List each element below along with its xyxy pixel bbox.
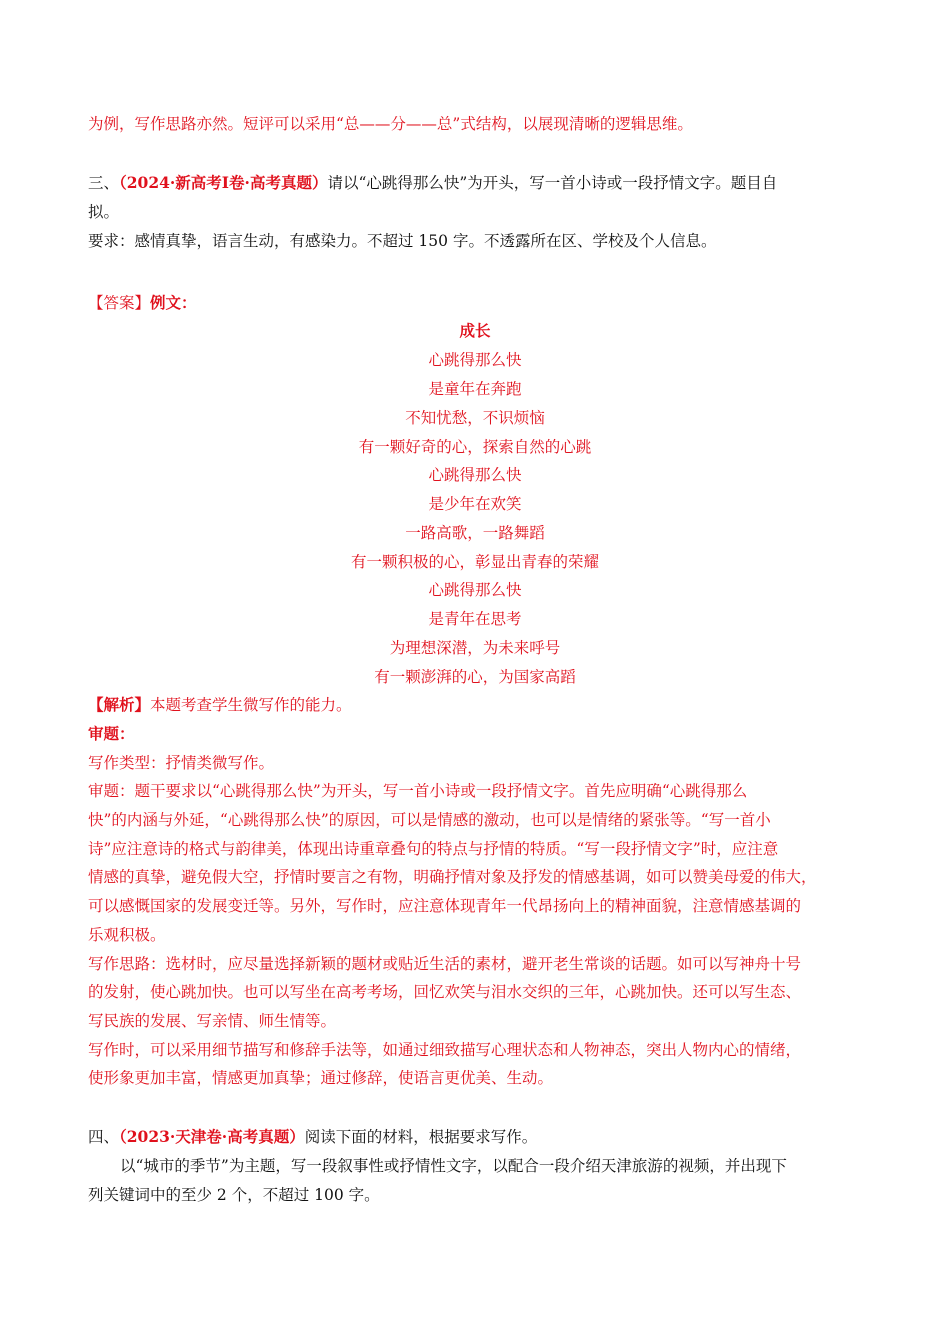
poem-line: 一路高歌，一路舞蹈 <box>405 524 545 542</box>
analysis-line: 诗”应注意诗的格式与韵律美，体现出诗重章叠句的特点与抒情的特质。“写一段抒情文字”时，应注意 <box>88 840 779 858</box>
q4-heading <box>88 1127 868 1147</box>
answer-label: 例文： <box>150 293 197 312</box>
poem-line: 心跳得那么快 <box>428 351 522 369</box>
analysis-line: 乐观积极。 <box>88 926 166 944</box>
poem-line: 是青年在思考 <box>428 610 522 628</box>
answer-heading <box>88 293 868 313</box>
analysis-line: 写作思路：选材时，应尽量选择新颖的题材或贴近生活的素材，避开老生常谈的话题。如可以写神舟十号 <box>88 955 802 973</box>
shenti-heading: 审题： <box>88 724 135 743</box>
analysis-heading <box>88 695 868 715</box>
q4-body-line2: 列关键词中的至少 2 个，不超过 100 字。 <box>88 1186 380 1204</box>
poem-line: 为理想深潜，为未来呼号 <box>389 639 561 657</box>
analysis-line: 审题：题干要求以“心跳得那么快”为开头，写一首小诗或一段抒情文字。首先应明确“心跳得那么 <box>88 782 748 800</box>
q3-heading <box>88 173 868 193</box>
poem-line: 是少年在欢笑 <box>428 495 522 513</box>
poem-line: 有一颗积极的心，彰显出青春的荣耀 <box>350 553 599 571</box>
poem-line: 心跳得那么快 <box>428 581 522 599</box>
analysis-line: 可以感慨国家的发展变迁等。另外，写作时，应注意体现青年一代昂扬向上的精神面貌，注意情感基调的 <box>88 897 802 915</box>
analysis-line: 情感的真挚，避免假大空，抒情时要言之有物，明确抒情对象及抒发的情感基调，如可以赞美母爱的伟大， <box>88 868 817 886</box>
q4-source: （2023·天津卷·高考真题） <box>119 1127 305 1146</box>
q4-prompt: 阅读下面的材料，根据要求写作。 <box>304 1128 538 1146</box>
analysis-line: 写作类型：抒情类微写作。 <box>88 754 275 772</box>
analysis-line: 的发射，使心跳加快。也可以写坐在高考考场，回忆欢笑与泪水交织的三年，心跳加快。还可以写生态、 <box>88 983 802 1001</box>
q4-number: 四、 <box>88 1128 120 1146</box>
analysis-line: 写民族的发展、写亲情、师生情等。 <box>88 1012 337 1030</box>
poem-line: 心跳得那么快 <box>428 466 522 484</box>
q4-body-line1: 以“城市的季节”为主题，写一段叙事性或抒情性文字，以配合一段介绍天津旅游的视频，并出现下 <box>120 1157 787 1175</box>
q3-source: （2024·新高考Ⅰ卷·高考真题） <box>119 173 328 192</box>
q3-requirement: 要求：感情真挚，语言生动，有感染力。不超过 150 字。不透露所在区、学校及个人信息。 <box>88 232 717 250</box>
poem-line: 不知忧愁，不识烦恼 <box>405 409 545 427</box>
q3-number: 三、 <box>88 174 120 192</box>
analysis-text: 本题考查学生微写作的能力。 <box>150 696 352 714</box>
analysis-tag: 【解析】 <box>88 695 151 714</box>
poem-line: 有一颗澎湃的心，为国家高蹈 <box>374 668 576 686</box>
analysis-line: 快”的内涵与外延，“心跳得那么快”的原因，可以是情感的激动，也可以是情绪的紧张等。“写一首小 <box>88 811 771 829</box>
intro-tail-text: 为例，写作思路亦然。短评可以采用“总——分——总”式结构，以展现清晰的逻辑思维。 <box>88 115 693 133</box>
analysis-line: 写作时，可以采用细节描写和修辞手法等，如通过细致描写心理状态和人物神态，突出人物内心的情绪， <box>88 1041 802 1059</box>
q3-prompt-line2: 拟。 <box>88 203 120 221</box>
poem-line: 是童年在奔跑 <box>428 380 522 398</box>
poem-title: 成长 <box>459 321 491 340</box>
analysis-line: 使形象更加丰富，情感更加真挚；通过修辞，使语言更优美、生动。 <box>88 1069 554 1087</box>
answer-tag: 【答案】 <box>88 294 151 312</box>
q3-prompt-line1: 请以“心跳得那么快”为开头，写一首小诗或一段抒情文字。题目自 <box>327 174 778 192</box>
poem-line: 有一颗好奇的心，探索自然的心跳 <box>358 438 592 456</box>
